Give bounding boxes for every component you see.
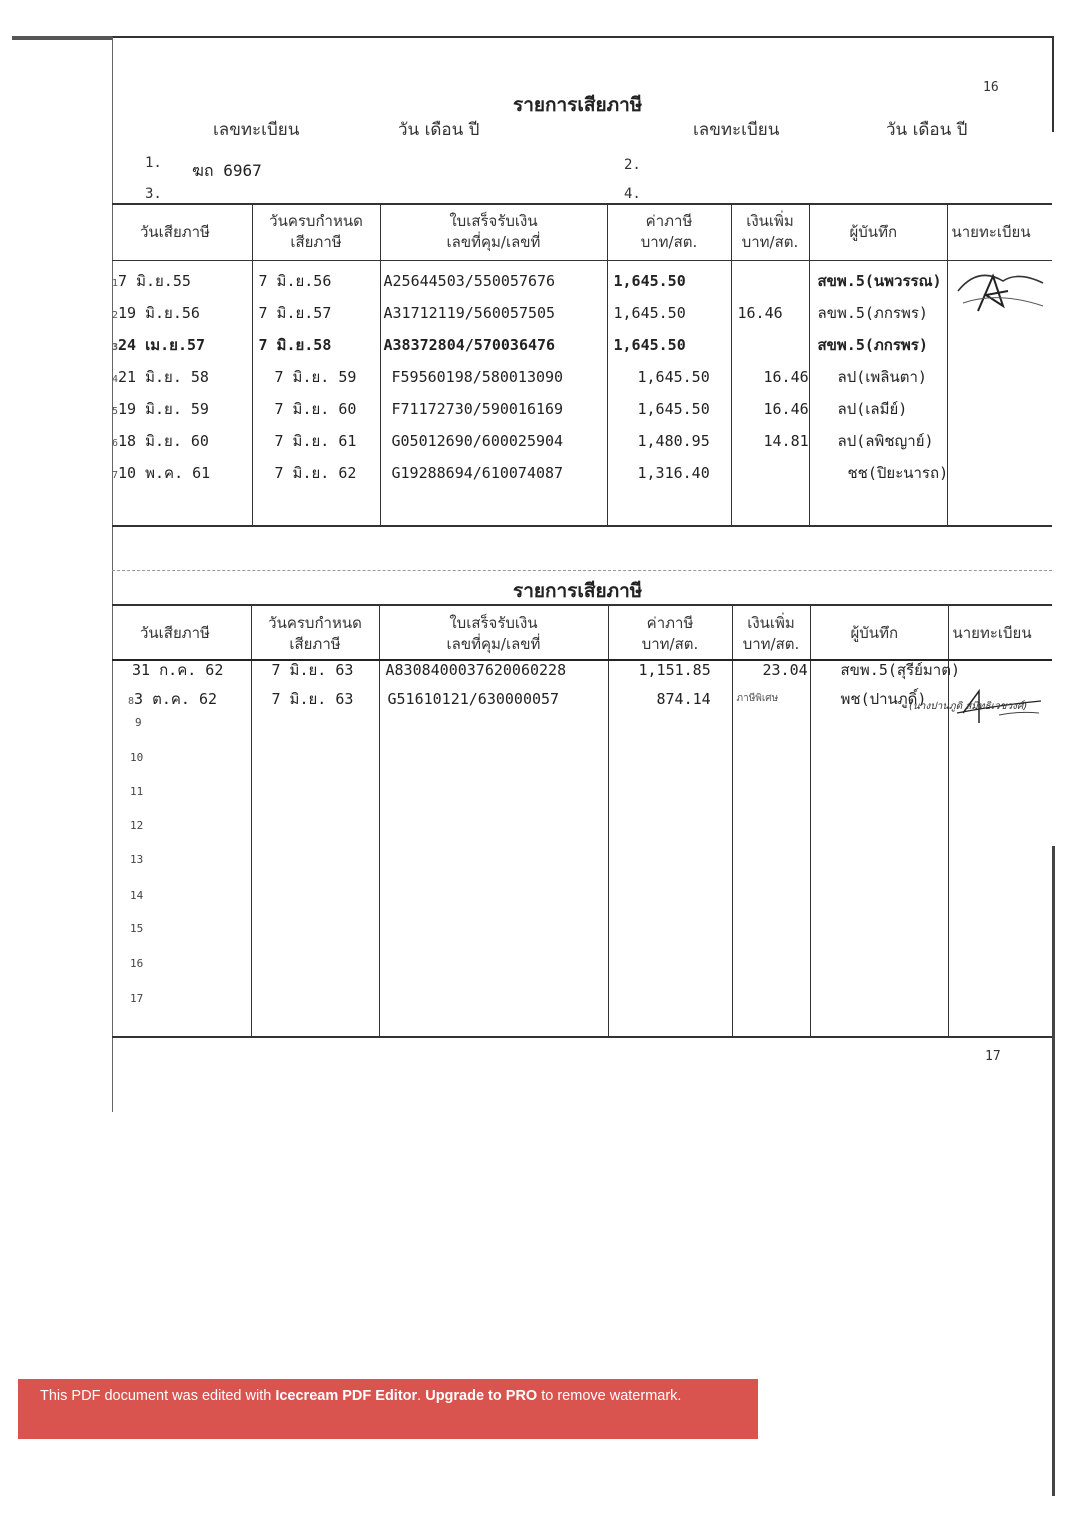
section-divider	[112, 570, 1052, 571]
receipt-cell: F71172730/590016169	[391, 399, 564, 418]
recorder-cell: ลป(เลมีย์)	[837, 399, 908, 418]
strikethrough-line	[112, 659, 1052, 661]
table-body-row	[112, 260, 1052, 526]
table-row: 519 มิ.ย. 59	[112, 399, 209, 418]
table-row: 17 มิ.ย.55	[112, 271, 191, 290]
tax-amount-column	[608, 661, 732, 1037]
recorder-cell: ลขพ.5(ภกรพร)	[817, 303, 928, 322]
due-date-cell: 7 มิ.ย. 59	[274, 367, 357, 386]
paid-date-column	[112, 260, 252, 526]
col-header-receipt: ใบเสร็จรับเงิน เลขที่คุม/เลขที่	[379, 605, 608, 661]
watermark-upgrade-link[interactable]: Upgrade to PRO	[425, 1388, 538, 1404]
watermark-text: .	[417, 1388, 426, 1404]
col-header-paid-date: วันเสียภาษี	[112, 605, 251, 661]
due-date-cell: 7 มิ.ย. 60	[274, 399, 357, 418]
surcharge-column	[731, 260, 809, 526]
col-header-recorder: ผู้บันทึก	[810, 605, 948, 661]
struck-cell: 23.04	[762, 661, 808, 679]
receipt-cell: A38372804/570036476	[383, 335, 556, 354]
page-right-border-lower	[1052, 846, 1055, 1496]
due-date-cell: 7 มิ.ย.58	[258, 335, 332, 354]
table-row: 421 มิ.ย. 58	[112, 367, 209, 386]
col-header-surcharge: เงินเพิ่ม บาท/สต.	[732, 605, 810, 661]
page-number-bottom: 17	[985, 1049, 1001, 1064]
header-reg-right: เลขทะเบียน	[693, 120, 780, 140]
surcharge-cell: 16.46	[763, 399, 809, 418]
table-row: 83 ต.ค. 62	[128, 690, 218, 708]
watermark-text: to remove watermark.	[537, 1388, 682, 1404]
struck-cell: A8308400037620060228	[385, 661, 567, 679]
line-number: 11	[130, 785, 144, 798]
surcharge-cell: 16.46	[763, 367, 809, 386]
watermark-editor-link[interactable]: Icecream PDF Editor	[275, 1388, 418, 1404]
slot-1-number: 1.	[145, 155, 162, 171]
recorder-column	[810, 661, 960, 1037]
tax-amount-cell: 1,645.50	[613, 271, 686, 290]
due-date-cell: 7 มิ.ย.57	[258, 303, 332, 322]
tax-amount-cell: 1,645.50	[637, 399, 710, 418]
tax-amount-cell: 1,316.40	[637, 463, 710, 482]
due-date-cell: 7 มิ.ย. 63	[271, 690, 354, 708]
receipt-column	[380, 260, 607, 526]
col-header-due-date: วันครบกำหนด เสียภาษี	[252, 204, 380, 260]
receipt-cell: G19288694/610074087	[391, 463, 564, 482]
due-date-cell: 7 มิ.ย. 62	[274, 463, 357, 482]
page-edge-shadow	[12, 36, 112, 40]
struck-cell: 7 มิ.ย. 63	[271, 661, 354, 679]
table-row: 710 พ.ค. 61	[112, 463, 211, 482]
signer-name-stamp: (นางปานภูดิ สมิทธิเวชวงศ์)	[909, 701, 1028, 712]
col-header-receipt: ใบเสร็จรับเงิน เลขที่คุม/เลขที่	[380, 204, 607, 260]
recorder-cell: สขพ.5(ภกรพร)	[817, 335, 928, 354]
tax-table-1	[112, 203, 1052, 527]
struck-cell: 31 ก.ค. 62	[132, 661, 224, 679]
header-date-right: วัน เดือน ปี	[886, 120, 968, 140]
table-row: 324 เม.ย.57	[112, 335, 206, 354]
surcharge-cell	[738, 265, 809, 297]
receipt-cell: G51610121/630000057	[387, 690, 560, 708]
watermark-text: This PDF document was edited with	[40, 1388, 276, 1404]
due-date-cell: 7 มิ.ย.56	[258, 271, 332, 290]
recorder-cell: พช(ปานภูดิ์)	[840, 690, 927, 708]
surcharge-cell	[738, 329, 809, 361]
page-right-border	[1052, 36, 1054, 132]
tax-table-2	[112, 604, 1052, 1038]
receipt-cell: A31712119/560057505	[383, 303, 556, 322]
line-number: 14	[130, 889, 144, 902]
col-header-paid-date: วันเสียภาษี	[112, 204, 252, 260]
receipt-cell: G05012690/600025904	[391, 431, 564, 450]
line-number: 10	[130, 751, 144, 764]
tax-amount-cell: 1,645.50	[637, 367, 710, 386]
page-number-top: 16	[983, 80, 999, 95]
col-header-registrar: นายทะเบียน	[948, 605, 1052, 661]
surcharge-cell: 16.46	[737, 303, 783, 322]
registrar-signature-stamp	[948, 261, 1048, 331]
receipt-cell: A25644503/550057676	[383, 271, 556, 290]
watermark-banner	[18, 1379, 758, 1439]
col-header-tax: ค่าภาษี บาท/สต.	[608, 605, 732, 661]
header-reg-left: เลขทะเบียน	[213, 120, 300, 140]
recorder-cell: ชช(ปิยะนารถ)	[847, 463, 949, 482]
table-row: 219 มิ.ย.56	[112, 303, 200, 322]
due-date-column	[252, 260, 380, 526]
surcharge-cell: ภาษีพิเศษ	[736, 693, 779, 704]
col-header-registrar: นายทะเบียน	[947, 204, 1052, 260]
section-title-2: รายการเสียภาษี	[513, 580, 643, 602]
line-number: 9	[135, 716, 142, 729]
table-header-row	[112, 605, 1052, 661]
table-header-row	[112, 204, 1052, 260]
receipt-cell: F59560198/580013090	[391, 367, 564, 386]
plate-number: ฆถ 6967	[192, 161, 262, 180]
line-number: 13	[130, 853, 144, 866]
recorder-cell: ลป(ลพิชญาย์)	[837, 431, 934, 450]
struck-cell: 1,151.85	[638, 661, 711, 679]
slot-3-number: 3.	[145, 186, 162, 202]
tax-amount-cell: 874.14	[656, 690, 711, 708]
slot-4-number: 4.	[624, 186, 641, 202]
recorder-column	[809, 260, 947, 526]
registrar-column	[948, 661, 1052, 1037]
header-date-left: วัน เดือน ปี	[398, 120, 480, 140]
line-number: 15	[130, 922, 144, 935]
registrar-column	[947, 260, 1052, 526]
surcharge-column	[732, 661, 810, 1037]
line-number: 16	[130, 957, 144, 970]
recorder-cell: สขพ.5(นพวรรณ)	[817, 271, 942, 290]
line-number: 17	[130, 992, 144, 1005]
tax-amount-cell: 1,645.50	[613, 303, 686, 322]
slot-2-number: 2.	[624, 157, 641, 173]
due-date-cell: 7 มิ.ย. 61	[274, 431, 357, 450]
tax-amount-cell: 1,480.95	[637, 431, 710, 450]
due-date-column	[251, 661, 379, 1037]
tax-amount-column	[607, 260, 731, 526]
struck-cell: สขพ.5(สุรีย์มาต)	[840, 661, 960, 679]
col-header-due-date: วันครบกำหนด เสียภาษี	[251, 605, 379, 661]
col-header-surcharge: เงินเพิ่ม บาท/สต.	[731, 204, 809, 260]
section-title-1: รายการเสียภาษี	[513, 94, 643, 116]
paid-date-column	[112, 661, 251, 1037]
tax-amount-cell: 1,645.50	[613, 335, 686, 354]
table-row: 618 มิ.ย. 60	[112, 431, 209, 450]
surcharge-cell: 14.81	[763, 431, 809, 450]
col-header-recorder: ผู้บันทึก	[809, 204, 947, 260]
table-body-row	[112, 661, 1052, 1037]
recorder-cell: ลป(เพลินตา)	[837, 367, 927, 386]
surcharge-cell	[738, 457, 809, 489]
col-header-tax: ค่าภาษี บาท/สต.	[607, 204, 731, 260]
line-number: 12	[130, 819, 144, 832]
receipt-column	[379, 661, 608, 1037]
